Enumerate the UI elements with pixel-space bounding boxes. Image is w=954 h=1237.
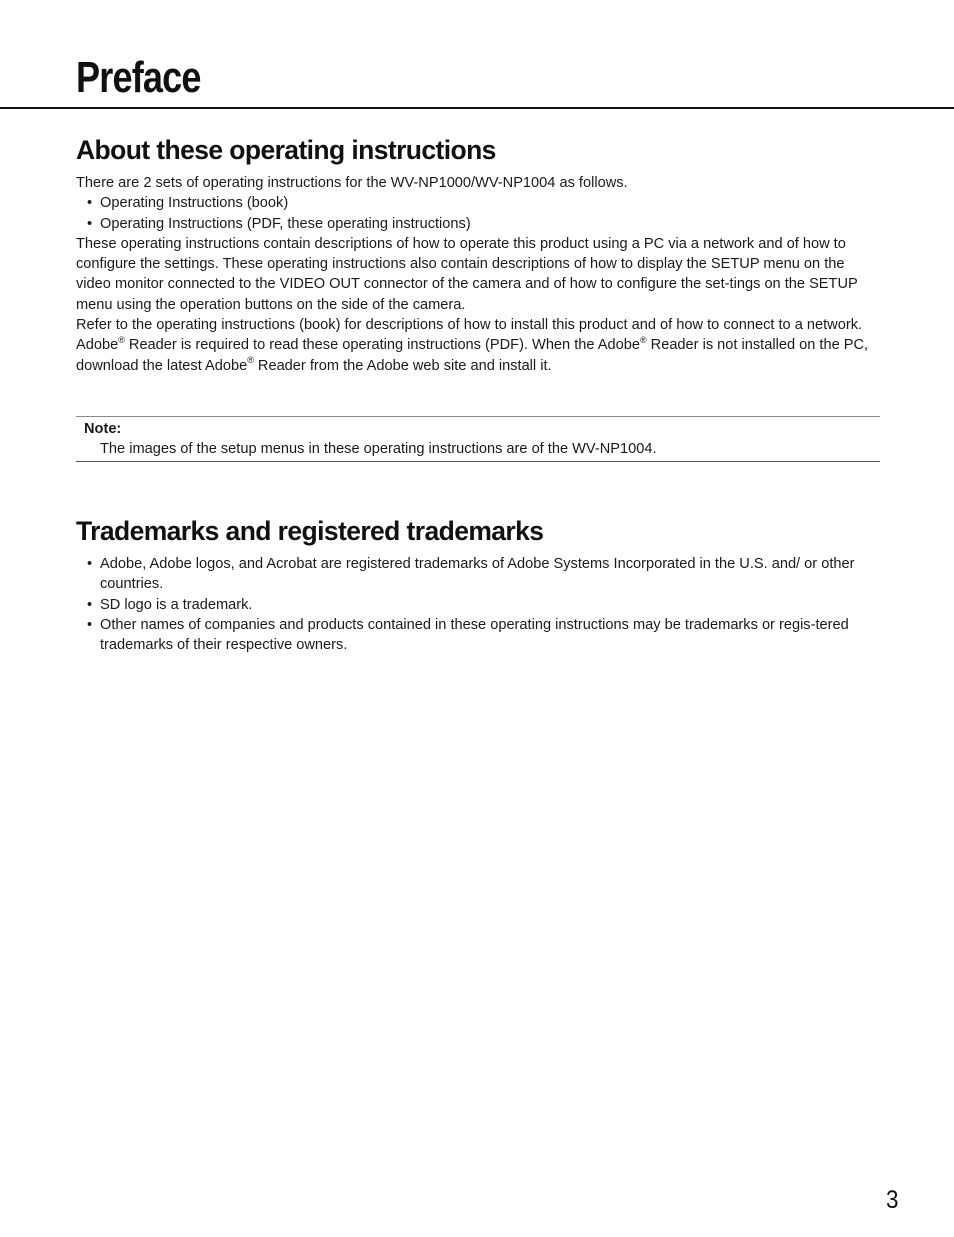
bullet-icon: • (87, 596, 93, 613)
bullet-icon: • (87, 195, 93, 212)
adobe-brand: Adobe (597, 337, 640, 354)
list-item (76, 554, 876, 595)
registered-mark: ® (118, 334, 125, 345)
about-intro: There are 2 sets of operating instructions for the WV-NP1000/WV-NP1004 as follows. (76, 175, 628, 191)
list-item-text: Operating Instructions (PDF, these operating instructions) (100, 215, 471, 232)
about-heading: About these operating instructions (76, 135, 496, 165)
note-text: The images of the setup menus in these operating instructions are of the WV-NP1004. (100, 441, 657, 457)
about-refer: Refer to the operating instructions (book) for descriptions of how to install this product and of how to connect to a network. (76, 317, 863, 334)
list-item (76, 615, 876, 656)
adobe-reader-paragraph (76, 335, 876, 376)
registered-mark: ® (639, 334, 647, 345)
note-label: Note: (84, 421, 122, 437)
title-divider (0, 107, 954, 109)
adobe-text-part: Reader from the Adobe web site and install it. (253, 357, 552, 374)
about-description: These operating instructions contain descriptions of how to operate this product using a PC via a network and of how to configure the settings. These operating instructions also contain descriptions of how to display the SETUP menu on the video monitor connected to the VIDEO OUT connector of the camera and of how to configure the set-tings on the SETUP menu using the operation buttons on the side of the camera. (76, 235, 858, 313)
list-item (76, 214, 876, 234)
page-number: 3 (886, 1186, 899, 1214)
bullet-icon: • (87, 616, 93, 633)
about-body (76, 173, 876, 376)
trademarks-list (76, 554, 876, 655)
page-title: Preface (76, 53, 201, 102)
list-item-text: SD logo is a trademark. (100, 596, 253, 613)
list-item-text: Operating Instructions (book) (100, 195, 289, 212)
bullet-icon: • (87, 215, 93, 232)
note-box (76, 416, 880, 462)
trademarks-heading: Trademarks and registered trademarks (76, 516, 544, 546)
list-item (76, 193, 876, 213)
list-item (76, 595, 876, 615)
adobe-text-part: Reader is required to read these operating instructions (PDF). When the (124, 337, 598, 354)
list-item-text: Other names of companies and products contained in these operating instructions may be trademarks or regis-tered trademarks of their respective owners. (100, 616, 849, 654)
adobe-text-part: Reader is not installed on the PC, download the latest (76, 337, 869, 374)
adobe-brand: Adobe (76, 337, 119, 354)
adobe-brand: Adobe (205, 357, 248, 374)
bullet-icon: • (87, 556, 93, 572)
trademarks-section (76, 515, 876, 655)
list-item-text: Adobe, Adobe logos, and Acrobat are registered trademarks of Adobe Systems Incorporated in the U.S. and/ or other countries. (100, 556, 855, 593)
registered-mark: ® (247, 354, 254, 365)
about-section (76, 134, 876, 376)
instruction-sets-list (76, 193, 876, 234)
